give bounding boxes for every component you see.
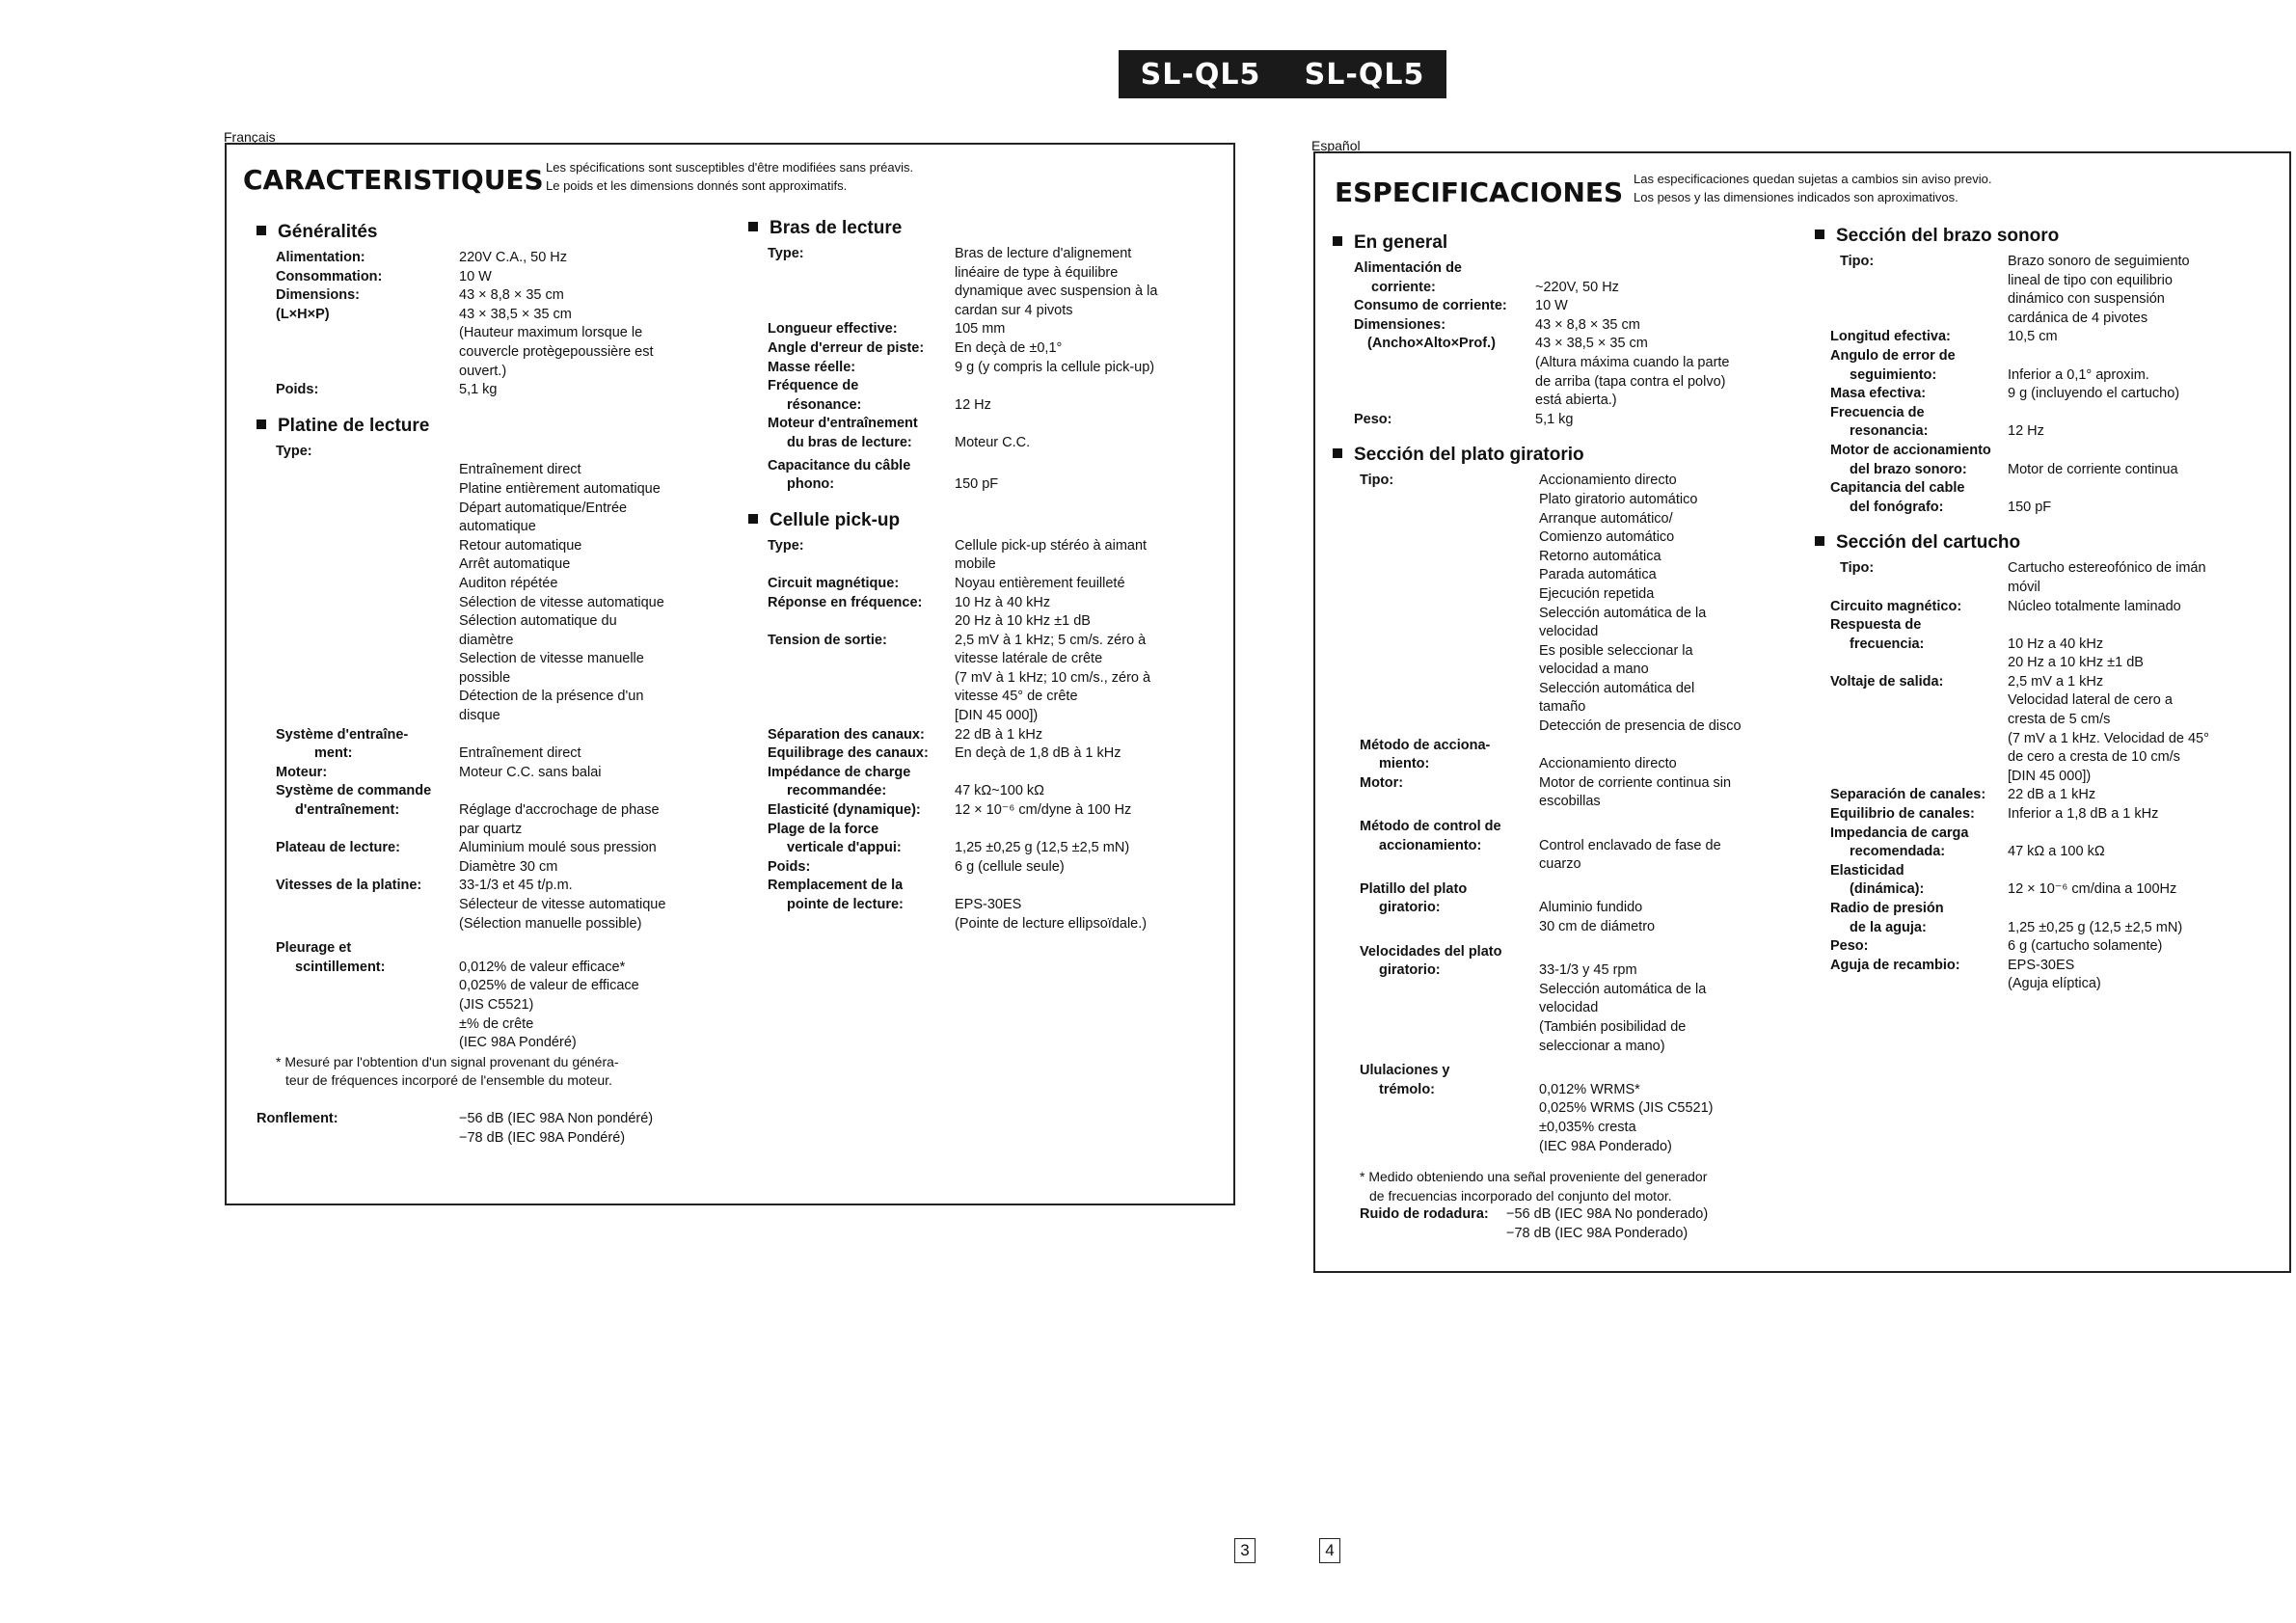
spec-row: (Aguja elíptica) <box>2008 976 2101 992</box>
spec-row: mobile <box>955 556 996 573</box>
spec-row: Separación de canales: 22 dB a 1 kHz <box>1830 787 2096 803</box>
spec-row: Respuesta de <box>1830 617 1922 634</box>
spec-row: Angle d'erreur de piste: En deçà de ±0,1° <box>768 339 1063 356</box>
spec-row: frecuencia: 10 Hz a 40 kHz <box>1850 636 2104 652</box>
spec-row: Motor de accionamiento <box>1830 442 1991 458</box>
title-fr: CARACTERISTIQUES <box>243 164 544 196</box>
spec-row: Detección de presencia de disco <box>1539 718 1742 735</box>
spec-row: Système de commande <box>276 783 432 799</box>
spec-row: Selección automática del <box>1539 680 1695 696</box>
spec-row: ±% de crête <box>459 1015 534 1032</box>
spec-row: Frecuencia de <box>1830 404 1925 420</box>
spec-row: verticale d'appui: 1,25 ±0,25 g (12,5 ±2,5 mN) <box>787 840 1130 856</box>
spec-row: Pleurage et <box>276 940 352 957</box>
spec-row: Séparation des canaux: 22 dB à 1 kHz <box>768 726 1043 743</box>
spec-row: du bras de lecture: Moteur C.C. <box>787 434 1031 450</box>
spec-row: Diamètre 30 cm <box>459 858 558 875</box>
spec-row: Plato giratorio automático <box>1539 491 1698 507</box>
spec-row: Capacitance du câble <box>768 457 911 473</box>
section-title: Généralités <box>257 220 729 245</box>
spec-row: Sélecteur de vitesse automatique <box>459 897 666 912</box>
spec-row: accionamiento: Control enclavado de fase de <box>1379 837 1721 853</box>
section-title: Bras de lecture <box>748 216 1230 241</box>
spec-row: lineal de tipo con equilibrio <box>2008 272 2173 288</box>
spec-row: vitesse latérale de crête <box>955 651 1103 667</box>
section-title: Platine de lecture <box>257 414 729 439</box>
spec-row: −78 dB (IEC 98A Pondéré) <box>459 1129 626 1146</box>
section-title: En general <box>1333 230 1805 256</box>
spec-row: de cero a cresta de 10 cm/s <box>2008 749 2180 766</box>
spec-row: Circuit magnétique: Noyau entièrement feuilleté <box>768 575 1125 591</box>
title-es: ESPECIFICACIONES <box>1335 176 1624 208</box>
page-number-right: 4 <box>1319 1538 1340 1563</box>
spec-row: Départ automatique/Entrée <box>459 500 628 516</box>
model-name-right: SL-QL5 <box>1304 57 1425 92</box>
spec-row: miento: Accionamiento directo <box>1379 756 1677 772</box>
spec-row: velocidad <box>1539 624 1599 640</box>
spec-row: Método de control de <box>1360 819 1501 835</box>
spec-row: Fréquence de <box>768 378 859 394</box>
spec-row: Circuito magnético: Núcleo totalmente laminado <box>1830 598 2181 614</box>
spec-row: Velocidades del plato <box>1360 943 1502 960</box>
spec-row: Velocidad lateral de cero a <box>2008 692 2173 709</box>
spec-row: (dinámica): 12 × 10⁻⁶ cm/dina a 100Hz <box>1850 881 2177 898</box>
spec-row: Elasticité (dynamique): 12 × 10⁻⁶ cm/dyne à 100 Hz <box>768 802 1132 819</box>
spec-row: Tipo: Brazo sonoro de seguimiento <box>1840 254 2190 269</box>
spec-row: velocidad a mano <box>1539 662 1649 678</box>
page-number-left: 3 <box>1234 1538 1256 1563</box>
spec-row: (L×H×P) 43 × 38,5 × 35 cm <box>276 306 572 322</box>
spec-row: 20 Hz a 10 kHz ±1 dB <box>2008 655 2144 671</box>
es-col-left <box>1333 230 1805 1244</box>
spec-row: Impédance de charge <box>768 764 911 780</box>
spec-row: Selección automática de la <box>1539 981 1707 997</box>
spec-row: Ronflement: −56 dB (IEC 98A Non pondéré) <box>257 1110 654 1126</box>
spec-row: Método de acciona- <box>1360 737 1491 753</box>
spec-row: Auditon répétée <box>459 575 558 591</box>
spec-row: del fonógrafo: 150 pF <box>1850 499 2052 515</box>
spec-row: Aguja de recambio: EPS-30ES <box>1830 957 2075 973</box>
spec-row: Platine entièrement automatique <box>459 480 661 497</box>
spec-row: Type: Bras de lecture d'alignement <box>768 246 1132 261</box>
spec-row: tamaño <box>1539 699 1586 716</box>
spec-row: Equilibrage des canaux: En deçà de 1,8 dB à 1 kHz <box>768 745 1121 762</box>
spec-row: Entraînement direct <box>459 462 581 478</box>
spec-row: corriente: ~220V, 50 Hz <box>1371 279 1619 295</box>
spec-row: Système d'entraîne- <box>276 726 409 743</box>
spec-row: résonance: 12 Hz <box>787 396 991 413</box>
spec-row: Sélection de vitesse automatique <box>459 594 664 610</box>
spec-row: pointe de lecture: EPS-30ES <box>787 897 1022 912</box>
spec-row: Voltaje de salida: 2,5 mV a 1 kHz <box>1830 673 2104 690</box>
spec-row: −78 dB (IEC 98A Ponderado) <box>1506 1225 1688 1241</box>
fr-col-right <box>748 216 1230 933</box>
note-fr: Les spécifications sont susceptibles d'être modifiées sans préavis. Le poids et les dimensions donnés sont approximatifs. <box>546 160 914 193</box>
spec-row: (7 mV a 1 kHz. Velocidad de 45° <box>2008 730 2209 746</box>
spec-row: dinámico con suspensión <box>2008 291 2165 308</box>
spec-row: Type: <box>276 443 312 459</box>
spec-row: Arrêt automatique <box>459 556 571 573</box>
spec-row: Consumo de corriente: 10 W <box>1354 298 1568 314</box>
spec-row: Equilibrio de canales: Inferior a 1,8 dB a 1 kHz <box>1830 806 2159 823</box>
spec-row: Dimensiones: 43 × 8,8 × 35 cm <box>1354 316 1640 333</box>
spec-row: diamètre <box>459 632 514 648</box>
spec-row: Peso: 6 g (cartucho solamente) <box>1830 938 2163 955</box>
spec-row: Selection de vitesse manuelle <box>459 651 644 667</box>
spec-row: (Sélection manuelle possible) <box>459 915 642 932</box>
spec-row: seleccionar a mano) <box>1539 1038 1665 1054</box>
spec-row: Retour automatique <box>459 537 582 554</box>
spec-row: (Pointe de lecture ellipsoïdale.) <box>955 915 1148 932</box>
spec-row: vitesse 45° de crête <box>955 689 1078 705</box>
spec-row: Parada automática <box>1539 567 1657 583</box>
spec-row: Alimentación de <box>1354 260 1462 276</box>
spec-row: resonancia: 12 Hz <box>1850 423 2044 440</box>
spec-row: scintillement: 0,012% de valeur efficace* <box>295 959 626 975</box>
spec-row: Réponse en fréquence: 10 Hz à 40 kHz <box>768 594 1051 610</box>
spec-row: [DIN 45 000]) <box>2008 768 2092 784</box>
spec-row: está abierta.) <box>1535 392 1617 409</box>
spec-row: (Altura máxima cuando la parte <box>1535 354 1730 370</box>
fr-col-left <box>257 220 729 1148</box>
spec-row: Radio de presión <box>1830 901 1944 916</box>
model-name-left: SL-QL5 <box>1140 57 1261 92</box>
spec-row: cuarzo <box>1539 856 1581 873</box>
spec-row: dynamique avec suspension à la <box>955 284 1158 300</box>
spec-row: 20 Hz à 10 kHz ±1 dB <box>955 613 1091 630</box>
spec-row: Remplacement de la <box>768 878 904 894</box>
spec-row: cardánica de 4 pivotes <box>2008 310 2148 326</box>
lang-label-fr: Français <box>224 129 276 145</box>
spec-row: Es posible seleccionar la <box>1539 642 1693 659</box>
spec-row: 0,025% WRMS (JIS C5521) <box>1539 1100 1714 1117</box>
spec-row: seguimiento: Inferior a 0,1° aproxim. <box>1850 366 2149 383</box>
spec-row: Longitud efectiva: 10,5 cm <box>1830 329 2058 345</box>
section-title: Cellule pick-up <box>748 508 1230 533</box>
spec-row: Longueur effective: 105 mm <box>768 321 1006 338</box>
spec-row: Consommation: 10 W <box>276 268 492 284</box>
spec-row: Plateau de lecture: Aluminium moulé sous pression <box>276 840 657 856</box>
spec-row: couvercle protègepoussière est <box>459 343 654 360</box>
spec-row: Tipo: Accionamiento directo <box>1360 473 1677 489</box>
spec-row: Sélection automatique du <box>459 613 617 630</box>
spec-row: trémolo: 0,012% WRMS* <box>1379 1081 1640 1097</box>
spec-row: Moteur: Moteur C.C. sans balai <box>276 764 602 780</box>
spec-row: Plage de la force <box>768 821 879 837</box>
spec-row: Poids: 5,1 kg <box>276 382 498 398</box>
spec-row: Capitancia del cable <box>1830 480 1965 497</box>
spec-row: (IEC 98A Ponderado) <box>1539 1138 1672 1154</box>
spec-row: Ululaciones y <box>1360 1063 1450 1079</box>
spec-row: ment: Entraînement direct <box>314 745 581 762</box>
spec-row: de arriba (tapa contra el polvo) <box>1535 373 1726 390</box>
spec-row: recomendada: 47 kΩ a 100 kΩ <box>1850 844 2105 860</box>
spec-row: (JIS C5521) <box>459 996 534 1013</box>
footnote: * Mesuré par l'obtention d'un signal provenant du généra- teur de fréquences incorporé de l'ensemble du moteur. <box>276 1053 619 1089</box>
spec-row: (También posibilidad de <box>1539 1018 1687 1035</box>
spec-row: Détection de la présence d'un <box>459 689 644 705</box>
spec-row: giratorio: 33-1/3 y 45 rpm <box>1379 962 1637 979</box>
spec-row: escobillas <box>1539 794 1601 810</box>
spec-row: Poids: 6 g (cellule seule) <box>768 858 1065 875</box>
spec-row: Moteur d'entraînement <box>768 416 918 432</box>
section-title: Sección del cartucho <box>1815 530 2287 555</box>
spec-row: 30 cm de diámetro <box>1539 919 1656 934</box>
footnote: * Medido obteniendo una señal proveniente del generador de frecuencias incorporado del conjunto del motor. <box>1360 1169 1708 1204</box>
model-header <box>1119 50 1446 98</box>
spec-row: del brazo sonoro: Motor de corriente continua <box>1850 461 2178 477</box>
spec-row: (Ancho×Alto×Prof.) 43 × 38,5 × 35 cm <box>1367 336 1648 352</box>
spec-row: Selección automática de la <box>1539 605 1707 621</box>
spec-row: Retorno automática <box>1539 548 1661 564</box>
spec-row: Type: Cellule pick-up stéréo à aimant <box>768 537 1148 554</box>
spec-row: cardan sur 4 pivots <box>955 302 1073 318</box>
spec-row: móvil <box>2008 579 2040 595</box>
spec-row: Ejecución repetida <box>1539 585 1655 602</box>
spec-row: Vitesses de la platine: 33-1/3 et 45 t/p.m. <box>276 878 573 894</box>
spec-row: par quartz <box>459 821 523 837</box>
spec-row: phono: 150 pF <box>787 476 999 493</box>
spec-row: Ruido de rodadura: −56 dB (IEC 98A No ponderado) <box>1360 1206 1709 1223</box>
spec-row: giratorio: Aluminio fundido <box>1379 900 1643 916</box>
note-es: Las especificaciones quedan sujetas a cambios sin aviso previo. Los pesos y las dimensiones indicados son aproximativos. <box>1634 172 1992 204</box>
spec-row: ±0,035% cresta <box>1539 1119 1636 1135</box>
spec-row: Arranque automático/ <box>1539 510 1673 527</box>
spec-row: Comienzo automático <box>1539 529 1675 546</box>
es-col-right <box>1815 224 2287 994</box>
section-title: Sección del plato giratorio <box>1333 443 1805 468</box>
spec-row: (IEC 98A Pondéré) <box>459 1035 577 1051</box>
spec-row: velocidad <box>1539 1000 1599 1016</box>
spec-row: ouvert.) <box>459 363 507 379</box>
spec-row: automatique <box>459 519 536 535</box>
spec-row: [DIN 45 000]) <box>955 708 1039 724</box>
spec-row: Dimensions: 43 × 8,8 × 35 cm <box>276 287 564 304</box>
spec-row: Motor: Motor de corriente continua sin <box>1360 774 1732 791</box>
spec-row: d'entraînement: Réglage d'accrochage de phase <box>295 802 660 819</box>
spec-row: Impedancia de carga <box>1830 825 1969 841</box>
spec-row: 0,025% de valeur de efficace <box>459 978 639 994</box>
spec-row: Tension de sortie: 2,5 mV à 1 kHz; 5 cm/s. zéro à <box>768 632 1147 648</box>
spec-row: possible <box>459 669 511 686</box>
spec-row: Platillo del plato <box>1360 880 1468 897</box>
spec-row: Elasticidad <box>1830 862 1904 879</box>
section-title: Sección del brazo sonoro <box>1815 224 2287 249</box>
spec-row: (7 mV à 1 kHz; 10 cm/s., zéro à <box>955 669 1151 686</box>
spec-row: de la aguja: 1,25 ±0,25 g (12,5 ±2,5 mN) <box>1850 919 2183 935</box>
spec-row: Masse réelle: 9 g (y compris la cellule pick-up) <box>768 359 1155 375</box>
spec-row: linéaire de type à équilibre <box>955 264 1119 281</box>
spec-row: cresta de 5 cm/s <box>2008 712 2111 728</box>
spec-row: Tipo: Cartucho estereofónico de imán <box>1840 560 2206 577</box>
spec-row: Masa efectiva: 9 g (incluyendo el cartucho) <box>1830 386 2180 402</box>
spec-row: disque <box>459 708 500 724</box>
spec-row: Alimentation: 220V C.A., 50 Hz <box>276 250 568 265</box>
spec-row: Angulo de error de <box>1830 347 1956 364</box>
spec-row: (Hauteur maximum lorsque le <box>459 325 643 341</box>
spec-row: Peso: 5,1 kg <box>1354 411 1574 427</box>
lang-label-es: Español <box>1311 138 1361 153</box>
spec-row: recommandée: 47 kΩ~100 kΩ <box>787 783 1045 799</box>
